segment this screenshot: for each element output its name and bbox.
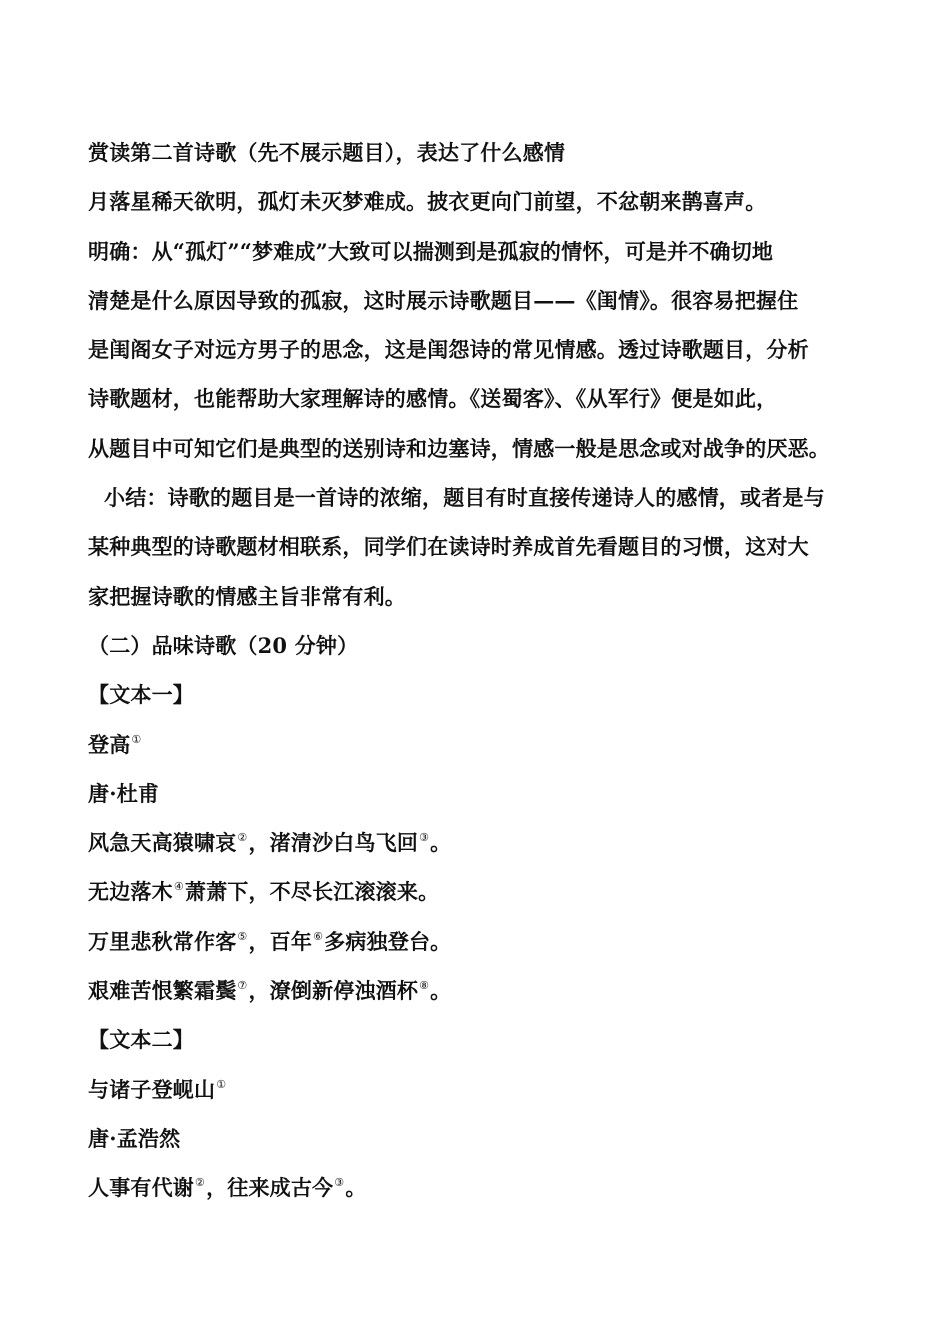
footnote-marker: ② xyxy=(195,1176,206,1190)
footnote-marker: ② xyxy=(237,831,248,845)
poem-line xyxy=(88,917,878,966)
paragraph-line: 家把握诗歌的情感主旨非常有利。 xyxy=(88,583,406,609)
paragraph-line: 是闺阁女子对远方男子的思念，这是闺怨诗的常见情感。透过诗歌题目，分析 xyxy=(88,337,809,363)
text-label-one: 【文本一】 xyxy=(88,682,194,708)
footnote-marker: ⑥ xyxy=(313,929,324,943)
poem-author: 唐·孟浩然 xyxy=(88,1125,181,1151)
paragraph-line: 诗歌题材，也能帮助大家理解诗的感情。《送蜀客》、《从军行》便是如此， xyxy=(88,386,778,412)
footnote-marker: ⑦ xyxy=(237,979,248,993)
section-heading: （二）品味诗歌（20 分钟） xyxy=(88,632,359,658)
poem-text: 。 xyxy=(430,978,452,1004)
poem-line xyxy=(88,867,878,916)
footnote-marker: ⑧ xyxy=(419,979,430,993)
poem-title xyxy=(88,1065,878,1114)
poem-text: ，渚清沙白鸟飞回 xyxy=(248,830,419,856)
poem-text: 人事有代谢 xyxy=(88,1175,194,1201)
poem-text: ，潦倒新停浊酒杯 xyxy=(248,978,419,1004)
poem-line xyxy=(88,966,878,1015)
poem-title-text: 登高 xyxy=(88,731,131,757)
summary-line: 小结：诗歌的题目是一首诗的浓缩，题目有时直接传递诗人的感情，或者是与 xyxy=(104,485,825,511)
footnote-marker: ⑤ xyxy=(237,929,248,943)
poem-text: 多病独登台。 xyxy=(324,928,452,954)
paragraph-line: 某种典型的诗歌题材相联系，同学们在读诗时养成首先看题目的习惯，这对大 xyxy=(88,534,809,560)
footnote-marker: ④ xyxy=(173,880,184,894)
poem-text: 风急天高猿啸哀 xyxy=(88,830,237,856)
poem-text: 。 xyxy=(345,1175,367,1201)
paragraph-line: 明确：从“孤灯”“梦难成”大致可以揣测到是孤寂的情怀，可是并不确切地 xyxy=(88,238,774,264)
poem-title xyxy=(88,720,878,769)
poem-text: 。 xyxy=(430,830,452,856)
poem-title-text: 与诸子登岘山 xyxy=(88,1076,216,1102)
footnote-marker: ③ xyxy=(334,1176,345,1190)
paragraph-line: 从题目中可知它们是典型的送别诗和边塞诗，情感一般是思念或对战争的厌恶。 xyxy=(88,435,830,461)
poem-line xyxy=(88,818,878,867)
poem-author: 唐·杜甫 xyxy=(88,780,160,806)
footnote-marker: ① xyxy=(216,1077,227,1091)
paragraph-line: 赏读第二首诗歌（先不展示题目），表达了什么感情 xyxy=(88,140,566,165)
poem-text: 艰难苦恨繁霜鬓 xyxy=(88,978,237,1004)
text-label-two: 【文本二】 xyxy=(88,1027,194,1053)
poem-line xyxy=(88,1163,878,1212)
poem-text: ，百年 xyxy=(248,928,313,954)
poem-text: 无边落木 xyxy=(88,879,173,905)
paragraph-line: 清楚是什么原因导致的孤寂，这时展示诗歌题目——《闺情》。很容易把握住 xyxy=(88,287,799,313)
poem-text: 万里悲秋常作客 xyxy=(88,928,237,954)
poem-text: ，往来成古今 xyxy=(206,1175,334,1201)
footnote-marker: ① xyxy=(131,732,142,746)
poem-text: 萧萧下，不尽长江滚滚来。 xyxy=(184,879,440,905)
paragraph-line: 月落星稀天欲明，孤灯未灭梦难成。披衣更向门前望，不忿朝来鹊喜声。 xyxy=(88,189,767,215)
footnote-marker: ③ xyxy=(419,831,430,845)
document-page xyxy=(88,128,878,1213)
